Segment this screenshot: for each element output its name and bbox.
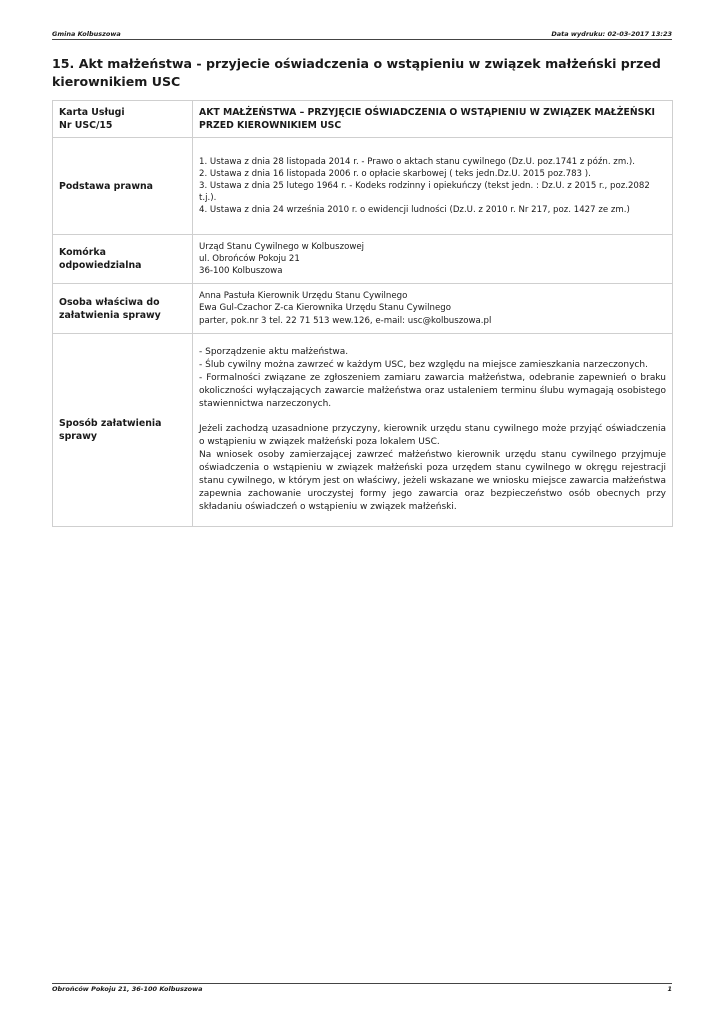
unit-label-line1: Komórka [59,247,106,258]
person-label-line2: załatwienia sprawy [59,309,161,321]
unit-cell [193,235,673,284]
unit-line-1: Urząd Stanu Cywilnego w Kolbuszowej [199,241,365,252]
table-row-person [53,284,673,334]
legal-basis-item-3: 3. Ustawa z dnia 25 lutego 1964 r. - Kodeks rodzinny i opiekuńczy (tekst jedn. : Dz.U. z 2015 r., poz.2082 t.j.). [199,180,650,204]
procedure-cell [193,334,673,527]
legal-basis-cell [193,138,673,235]
legal-basis-label: Podstawa prawna [53,138,193,235]
procedure-paragraph-4: Jeżeli zachodzą uzasadnione przyczyny, kierownik urzędu stanu cywilnego może przyjąć oświadczenia o wstąpieniu w związek małżeński poza lokalem USC. [199,424,666,447]
service-title-cell [193,101,673,138]
paragraph-spacer [199,411,666,423]
procedure-paragraph-1: - Sporządzenie aktu małżeństwa. [199,347,349,357]
document-title: 15. Akt małżeństwa - przyjecie oświadczenia o wstąpieniu w związek małżeński przed kierownikiem USC [52,56,661,89]
table-row-legal-basis [53,138,673,235]
procedure-label-cell [53,334,193,527]
card-label-line1: Karta Usługi [59,107,125,118]
procedure-paragraph-2: - Ślub cywilny można zawrzeć w każdym USC, bez względu na miejsce zamieszkania narzeczonych. [199,360,648,370]
footer-page-number: 1 [667,985,672,993]
page-header [52,30,672,40]
table-row-card [53,101,673,138]
service-title: AKT MAŁŻEŃSTWA – PRZYJĘCIE OŚWIADCZENIA O WSTĄPIENIU W ZWIĄZEK MAŁŻEŃSKI PRZED KIEROWNIKIEM USC [199,106,655,131]
header-municipality: Gmina Kolbuszowa [52,30,121,38]
header-print-date: Data wydruku: 02-03-2017 13:23 [551,30,672,38]
unit-line-2: ul. Obrońców Pokoju 21 [199,253,300,264]
footer-address: Obrońców Pokoju 21, 36-100 Kolbuszowa [52,985,203,993]
card-label-cell [53,101,193,138]
page-footer [52,983,672,993]
service-card-table [52,100,673,527]
table-row-unit [53,235,673,284]
procedure-paragraph-5: Na wniosek osoby zamierzającej zawrzeć małżeństwo kierownik urzędu stanu cywilnego przyjmuje oświadczenia o wstąpieniu w związek małżeński poza urzędem stanu cywilnego w okręgu rejestracji stanu cywilnego, w którym jest on właściwy, jeżeli wskazane we wniosku miejsce zawarcia małżeństwa zapewnia zachowanie uroczystej formy jego zawarcia oraz bezpieczeństwo osób obecnych przy składaniu oświadczeń o wstąpieniu w związek małżeński. [199,450,666,512]
procedure-paragraph-3: - Formalności związane ze zgłoszeniem zamiaru zawarcia małżeństwa, odebranie zapewnień o braku okoliczności wyłączających zawarcie małżeństwa oraz ustaleniem terminu ślubu wymagają osobistego stawiennictwa narzeczonych. [199,373,666,409]
legal-basis-item-4: 4. Ustawa z dnia 24 września 2010 r. o ewidencji ludności (Dz.U. z 2010 r. Nr 217, poz. 1427 ze zm.) [199,205,630,216]
person-line-1: Anna Pastuła Kierownik Urzędu Stanu Cywilnego [199,291,408,302]
unit-label-line2: odpowiedzialna [59,260,142,271]
person-label-cell [53,284,193,334]
person-line-2: Ewa Gul-Czachor Z-ca Kierownika Urzędu Stanu Cywilnego [199,303,451,314]
unit-line-3: 36-100 Kolbuszowa [199,266,283,277]
unit-label-cell [53,235,193,284]
card-label-line2: Nr USC/15 [59,120,113,131]
person-line-3: parter, pok.nr 3 tel. 22 71 513 wew.126, e-mail: usc@kolbuszowa.pl [199,315,492,326]
person-cell [193,284,673,334]
person-label-line1: Osoba właściwa do [59,296,160,308]
table-row-procedure [53,334,673,527]
legal-basis-item-1: 1. Ustawa z dnia 28 listopada 2014 r. - Prawo o aktach stanu cywilnego (Dz.U. poz.1741 z późn. zm.). [199,156,636,167]
procedure-label-line2: sprawy [59,431,98,442]
legal-basis-item-2: 2. Ustawa z dnia 16 listopada 2006 r. o opłacie skarbowej ( teks jedn.Dz.U. 2015 poz.783 ). [199,168,591,179]
procedure-label-line1: Sposób załatwienia [59,418,162,429]
